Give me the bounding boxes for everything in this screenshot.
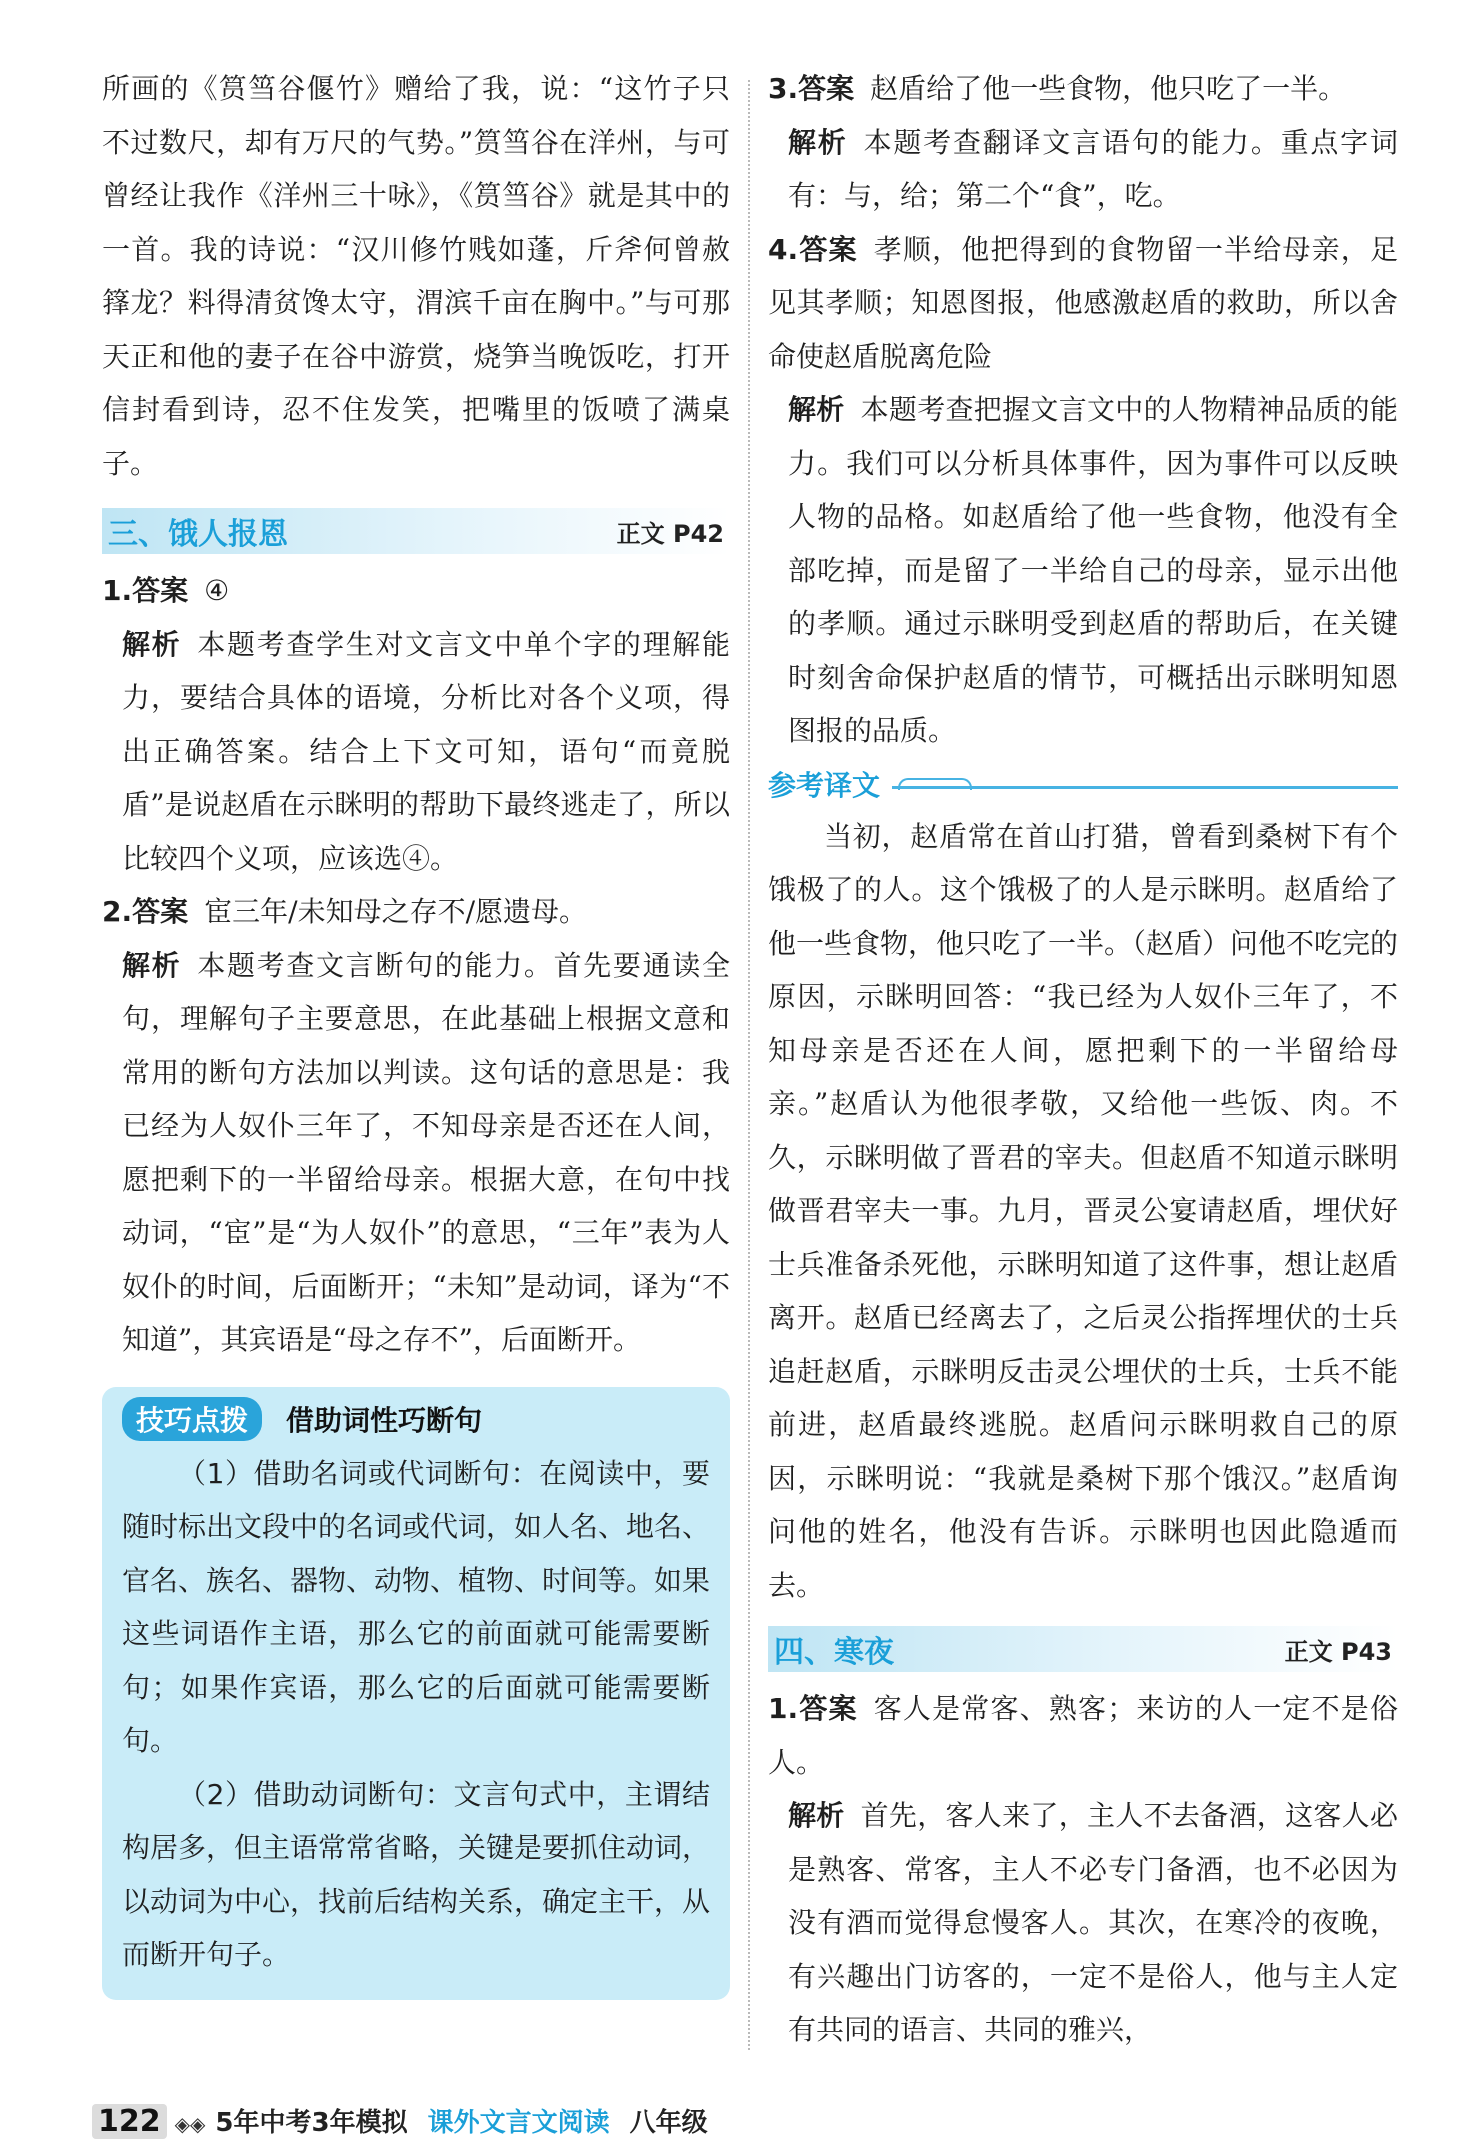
answer-label: 答案	[132, 574, 189, 607]
question-1	[102, 564, 730, 885]
series-name: 5年中考3年模拟	[215, 2108, 408, 2138]
question-number: 3.	[768, 72, 799, 105]
question-number: 1.	[768, 1692, 799, 1725]
analysis-label: 解析	[788, 393, 845, 426]
analysis-text: 本题考查学生对文言文中单个字的理解能力，要结合具体的语境，分析比对各个义项，得出正确答案。结合上下文可知，语句“而竟脱盾”是说赵盾在示眯明的帮助下最终逃走了，所以比较四个义项，应该选④。	[122, 627, 730, 875]
reference-translation-text: 当初，赵盾常在首山打猎，曾看到桑树下有个饿极了的人。这个饿极了的人是示眯明。赵盾给了他一些食物，他只吃了一半。（赵盾）问他不吃完的原因，示眯明回答：“我已经为人奴仆三年了，不知母亲是否还在人间，愿把剩下的一半留给母亲。”赵盾认为他很孝敬，又给他一些饭、肉。不久，示眯明做了晋君的宰夫。但赵盾不知道示眯明做晋君宰夫一事。九月，晋灵公宴请赵盾，埋伏好士兵准备杀死他，示眯明知道了这件事，想让赵盾离开。赵盾已经离去了，之后灵公指挥埋伏的士兵追赶赵盾，示眯明反击灵公埋伏的士兵，士兵不能前进，赵盾最终逃脱。赵盾问示眯明救自己的原因，示眯明说：“我就是桑树下那个饿汉。”赵盾询问他的姓名，他没有告诉。示眯明也因此隐遁而去。	[768, 819, 1399, 1602]
section-4-header	[768, 1626, 1398, 1672]
tip-title: 借助词性巧断句	[286, 1403, 483, 1437]
section-title: 三、饿人报恩	[108, 517, 288, 552]
answer-label: 答案	[798, 72, 855, 105]
answer-label: 答案	[132, 895, 189, 928]
question-4-1	[768, 1682, 1398, 2057]
answer-text: 客人是常客、熟客；来访的人一定不是俗人。	[768, 1692, 1398, 1779]
decorative-line	[892, 774, 1398, 794]
reference-title: 参考译文	[768, 768, 881, 802]
tip-paragraph-1: （1）借助名词或代词断句：在阅读中，要随时标出文段中的名词或代词，如人名、地名、官名、族名、器物、动物、植物、时间等。如果这些词语作主语，那么它的前面就可能需要断句；如果作宾语，那么它的后面就可能需要断句。	[122, 1456, 711, 1757]
book-title: 课外文言文阅读	[427, 2108, 610, 2138]
analysis-label: 解析	[788, 125, 848, 159]
analysis-label: 解析	[122, 948, 182, 982]
answer-text: ④	[204, 574, 230, 607]
page-number: 122	[92, 2104, 167, 2139]
page-footer	[92, 2102, 708, 2139]
answer-label: 答案	[798, 1692, 858, 1725]
analysis-label: 解析	[788, 1799, 845, 1832]
column-divider	[748, 80, 750, 2050]
diamond-icon: ◈◈	[174, 2112, 206, 2136]
answer-text: 宦三年/未知母之存不/愿遗母。	[204, 895, 588, 928]
answer-text: 赵盾给了他一些食物，他只吃了一半。	[870, 72, 1347, 105]
tip-paragraph-2: （2）借助动词断句：文言句式中，主谓结构居多，但主语常常省略，关键是要抓住动词，以动词为中心，找前后结构关系，确定主干，从而断开句子。	[122, 1777, 711, 1971]
question-4	[768, 223, 1398, 758]
grade-label: 八年级	[629, 2108, 708, 2138]
section-3-header	[102, 508, 730, 554]
question-3	[768, 62, 1398, 223]
tip-box	[102, 1387, 730, 2000]
page-reference: 正文 P42	[616, 519, 724, 548]
question-number: 2.	[102, 895, 133, 928]
analysis-text: 本题考查把握文言文中的人物精神品质的能力。我们可以分析具体事件，因为事件可以反映人物的品格。如赵盾给了他一些食物，他没有全部吃掉，而是留了一半给自己的母亲，显示出他的孝顺。通过示眯明受到赵盾的帮助后，在关键时刻舍命保护赵盾的情节，可概括出示眯明知恩图报的品质。	[788, 393, 1398, 747]
answer-label: 答案	[798, 232, 858, 266]
analysis-label: 解析	[122, 627, 182, 661]
analysis-text: 首先，客人来了，主人不去备酒，这客人必是熟客、常客，主人不必专门备酒，也不必因为没有酒而觉得怠慢客人。其次，在寒冷的夜晚，有兴趣出门访客的，一定不是俗人，他与主人定有共同的语言、共同的雅兴，	[788, 1799, 1398, 2046]
reference-translation-header	[768, 764, 1398, 804]
question-number: 4.	[768, 232, 799, 266]
tip-header	[122, 1397, 710, 1441]
left-column	[102, 62, 730, 2000]
section-title: 四、寒夜	[774, 1635, 894, 1670]
right-column	[768, 62, 1398, 2057]
page-reference: 正文 P43	[1284, 1637, 1392, 1666]
analysis-text: 本题考查文言断句的能力。首先要通读全句，理解句子主要意思，在此基础上根据文意和常用的断句方法加以判读。这句话的意思是：我已经为人奴仆三年了，不知母亲是否还在人间，愿把剩下的一半留给母亲。根据大意，在句中找动词，“宦”是“为人奴仆”的意思，“三年”表为人奴仆的时间，后面断开；“未知”是动词，译为“不知道”，其宾语是“母之存不”，后面断开。	[122, 948, 730, 1356]
question-2	[102, 885, 730, 1367]
analysis-text: 本题考查翻译文言语句的能力。重点字词有：与，给；第二个“食”，吃。	[788, 125, 1398, 212]
intro-paragraph: 所画的《筼筜谷偃竹》赠给了我，说：“这竹子只不过数尺，却有万尺的气势。”筼筜谷在洋州，与可曾经让我作《洋州三十咏》，《筼筜谷》就是其中的一首。我的诗说：“汉川修竹贱如蓬，斤斧何曾赦箨龙？料得清贫馋太守，渭滨千亩在胸中。”与可那天正和他的妻子在谷中游赏，烧笋当晚饭吃，打开信封看到诗，忍不住发笑，把嘴里的饭喷了满桌子。	[102, 72, 730, 480]
question-number: 1.	[102, 574, 133, 607]
answer-text: 孝顺，他把得到的食物留一半给母亲，足见其孝顺；知恩图报，他感激赵盾的救助，所以舍命使赵盾脱离危险	[768, 232, 1398, 373]
tip-badge: 技巧点拨	[122, 1397, 262, 1441]
